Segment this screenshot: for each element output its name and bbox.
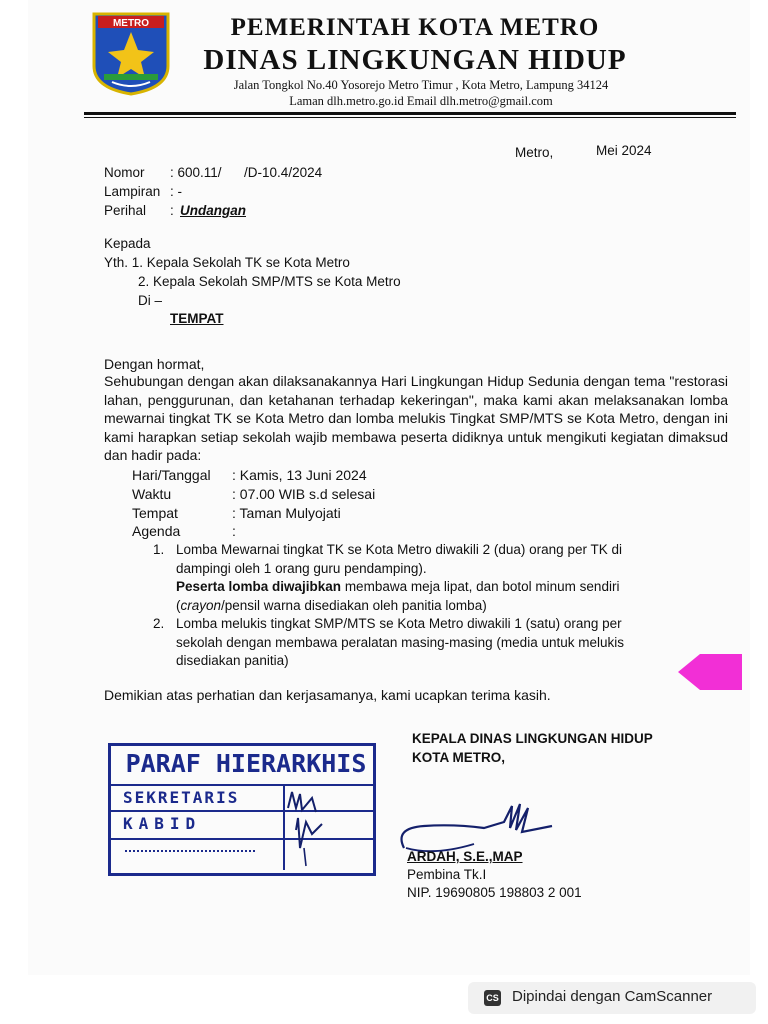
camscanner-text: Dipindai dengan CamScanner (512, 988, 713, 1005)
schedule-time-value: : 07.00 WIB s.d selesai (232, 486, 376, 502)
initial-paraf-marks (282, 788, 332, 868)
closing-sentence: Demikian atas perhatian dan kerjasamanya, kami ucapkan terima kasih. (104, 687, 551, 703)
schedule-date-label: Hari/Tanggal (132, 467, 211, 483)
agenda-item-1-line-4-rest: /pensil warna disediakan oleh panitia lomba) (221, 597, 487, 613)
agenda-item-1-line-4 (176, 597, 716, 616)
stamp-divider-3 (111, 838, 373, 840)
date-city: Metro, (515, 145, 554, 160)
signatory-rank: Pembina Tk.I (407, 867, 487, 882)
body-paragraph: Sehubungan dengan akan dilaksanakannya Hari Lingkungan Hidup Sedunia dengan tema "restorasi lahan, penggurunan, dan ketahanan terhadap kekeringan", maka kami akan melaksanakan lomba mewarnai tingkat TK se Kota Metro dan lomba melukis Tingkat SMP/MTS se Kota Metro, dengan ini kami harapkan setiap sekolah wajib membawa peserta didiknya untuk mengikuti kegiatan dimaksud dan hadir pada: (104, 373, 728, 463)
letterhead-address: Jalan Tongkol No.40 Yosorejo Metro Timur , Kota Metro, Lampung 34124 (233, 78, 609, 92)
signatory-position-1: KEPALA DINAS LINGKUNGAN HIDUP (412, 731, 653, 746)
agenda-item-1-bold: Peserta lomba diwajibkan (176, 579, 342, 594)
stamp-row-kabid: KABID (123, 814, 202, 833)
stamp-divider-2 (111, 810, 373, 812)
agenda-item-2-number: 2. (153, 616, 165, 631)
pink-arrow-marker-icon (678, 652, 742, 692)
paraf-hierarkhis-stamp (108, 743, 376, 876)
logo-text: METRO (112, 18, 150, 29)
recipient-line-2: 2. Kepala Sekolah SMP/MTS se Kota Metro (138, 274, 401, 289)
agenda-item-1 (176, 541, 716, 615)
stamp-row-sekretaris: SEKRETARIS (123, 788, 240, 807)
schedule-agenda-value: : (232, 523, 236, 539)
letterhead-contact: Laman dlh.metro.go.id Email dlh.metro@gmail.com (289, 94, 553, 108)
recipient-di: Di – (138, 293, 163, 308)
nomor-label: Nomor (104, 165, 145, 180)
perihal-value: Undangan (180, 203, 246, 218)
schedule-agenda-label: Agenda (132, 523, 181, 539)
agenda-item-1-italic: crayon (180, 597, 222, 613)
signatory-name: ARDAH, S.E.,MAP (407, 849, 523, 864)
schedule-place-label: Tempat (132, 505, 178, 521)
header-rule-thick (84, 112, 736, 115)
kepada-label: Kepada (104, 236, 151, 251)
greeting: Dengan hormat, (104, 356, 205, 372)
lampiran-value: : - (170, 184, 182, 199)
agenda-item-1-line-3-rest: membawa meja lipat, dan botol minum sendiri (341, 579, 620, 594)
agenda-item-1-paren: ( (176, 597, 181, 613)
schedule-place-value: : Taman Mulyojati (232, 505, 341, 521)
perihal-label: Perihal (104, 203, 147, 218)
perihal-colon: : (170, 203, 174, 218)
signatory-nip: NIP. 19690805 198803 2 001 (407, 885, 582, 900)
agenda-item-1-line-3 (176, 578, 716, 597)
stamp-dotted-line (125, 850, 255, 854)
agenda-item-1-line-1: Lomba Mewarnai tingkat TK se Kota Metro diwakili 2 (dua) orang per TK di (176, 542, 622, 557)
lampiran-label: Lampiran (104, 184, 161, 199)
agenda-item-2-line-1: Lomba melukis tingkat SMP/MTS se Kota Metro diwakili 1 (satu) orang per (176, 616, 622, 631)
recipient-tempat: TEMPAT (170, 311, 224, 326)
camscanner-watermark (468, 982, 756, 1014)
nomor-value: : 600.11/ /D-10.4/2024 (170, 165, 323, 180)
stamp-title: PARAF HIERARKHIS (125, 749, 367, 778)
signatory-position-2: KOTA METRO, (412, 750, 505, 765)
agenda-item-2 (176, 615, 716, 671)
date-month-year: Mei 2024 (596, 143, 652, 158)
recipient-line-1: Yth. 1. Kepala Sekolah TK se Kota Metro (104, 255, 350, 270)
letterhead-agency: DINAS LINGKUNGAN HIDUP (203, 44, 627, 76)
camscanner-logo-icon: CS (484, 990, 501, 1006)
stamp-divider-1 (111, 784, 373, 786)
header-rule-thin (84, 117, 736, 118)
letterhead-government: PEMERINTAH KOTA METRO (230, 14, 600, 41)
agenda-item-1-number: 1. (153, 542, 165, 557)
city-metro-logo (92, 10, 170, 96)
agenda-item-1-line-2: dampingi oleh 1 orang guru pendamping). (176, 560, 427, 576)
agenda-item-2-line-2: sekolah dengan membawa peralatan masing-masing (media untuk melukis (176, 634, 624, 650)
schedule-time-label: Waktu (132, 486, 172, 502)
agenda-item-2-line-3: disediakan panitia) (176, 653, 289, 668)
schedule-date-value: : Kamis, 13 Juni 2024 (232, 467, 367, 483)
